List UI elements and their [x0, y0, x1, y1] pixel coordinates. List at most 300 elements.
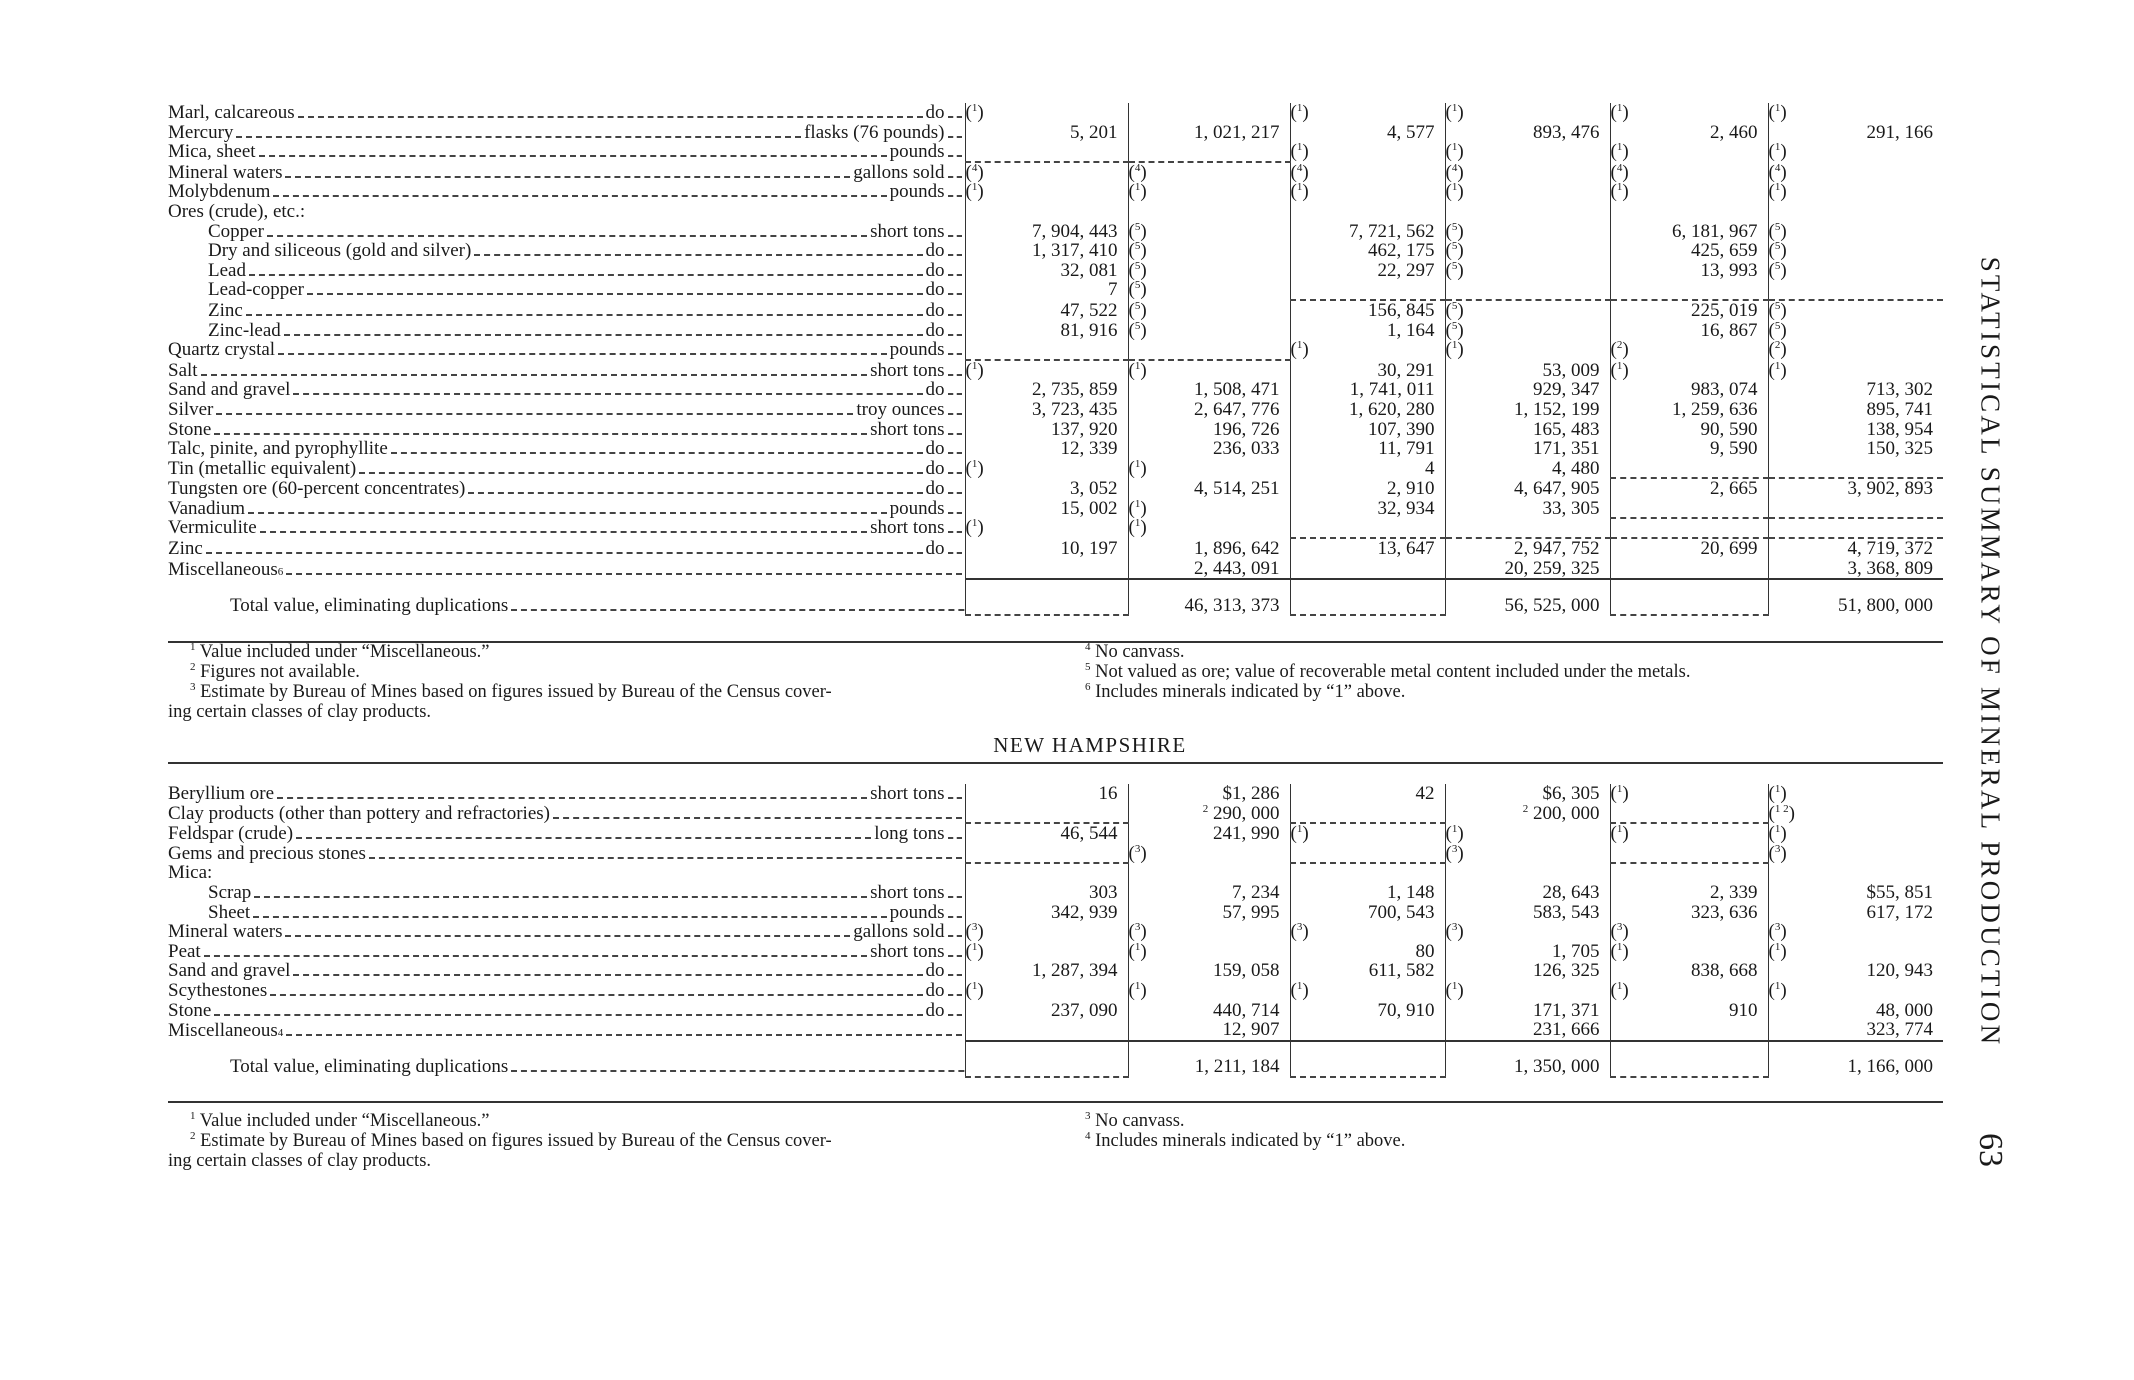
mineral-name: Zinc-lead — [208, 320, 281, 341]
mineral-name: Vanadium — [168, 498, 246, 519]
paren: ) — [1140, 280, 1147, 300]
footnote-ref: 3 — [1616, 922, 1623, 934]
paren: ) — [977, 922, 984, 942]
quantity-cell — [965, 903, 1128, 923]
table-row — [168, 222, 1943, 242]
cell-value: 120, 943 — [1866, 961, 1933, 981]
value-cell — [1445, 162, 1610, 183]
row-label — [168, 499, 965, 519]
leader-dots — [511, 1070, 965, 1072]
footnote: $^6$ Includes minerals indicated by “1” above. — [1085, 681, 1406, 702]
value-cell — [1128, 439, 1290, 459]
cell-value: 237, 090 — [1051, 1000, 1118, 1021]
paren: ( — [965, 458, 972, 479]
cell-value: 171, 351 — [1533, 439, 1600, 459]
paren: ) — [977, 359, 984, 381]
value-cell — [1768, 439, 1943, 459]
value-cell — [1445, 360, 1610, 381]
quantity-cell — [1610, 182, 1768, 202]
row-label-cell — [168, 863, 965, 883]
quantity-cell — [1290, 579, 1445, 615]
paren: ( — [1768, 941, 1775, 962]
mineral-name: Peat — [168, 941, 201, 962]
row-label — [168, 479, 965, 499]
quantity-cell — [965, 280, 1128, 300]
cell-value: 1, 211, 184 — [1194, 1056, 1280, 1077]
quantity-cell — [965, 518, 1128, 538]
quantity-cell — [1290, 1001, 1445, 1021]
cell-value: 53, 009 — [1542, 359, 1600, 381]
leader-dots — [293, 974, 922, 976]
quantity-cell — [965, 321, 1128, 341]
row-label — [168, 123, 965, 143]
paren: 290, 000 — [1208, 803, 1280, 824]
unit-label: short tons — [870, 941, 945, 962]
mineral-table-new-hampshire — [168, 784, 1943, 1078]
table-row — [168, 559, 1943, 580]
leader-dots — [214, 1014, 922, 1016]
mineral-name: Copper — [208, 221, 264, 242]
footnote-ref: 1 — [1616, 103, 1623, 114]
quantity-cell — [965, 241, 1128, 261]
unit-label: gallons sold — [853, 161, 945, 183]
cell-value: $55, 851 — [1866, 882, 1933, 903]
leader-dots — [246, 314, 923, 316]
footnote-ref: 2 — [1616, 340, 1623, 352]
quantity-cell — [1610, 804, 1768, 824]
paren: ) — [1140, 161, 1147, 183]
footnote-ref: 1 — [1296, 182, 1303, 194]
unit-label: do — [925, 280, 945, 300]
paren: ) — [1457, 320, 1464, 341]
cell-value: 7, 234 — [1232, 882, 1280, 903]
quantity-cell — [965, 823, 1128, 844]
cell-value: 48, 000 — [1876, 1000, 1933, 1021]
footnote-ref: 1 — [971, 941, 978, 953]
quantity-cell — [1610, 784, 1768, 804]
footnote-ref: 5 — [1774, 260, 1781, 272]
table-row — [168, 280, 1943, 300]
row-label-cell — [168, 922, 965, 942]
cell-value: $6, 305 — [1542, 784, 1600, 804]
leader-dots — [948, 452, 962, 454]
paren: ) — [1457, 221, 1464, 242]
mineral-name: Talc, pinite, and pyrophyllite — [168, 439, 388, 459]
paren: ) — [1780, 843, 1787, 864]
unit-label: do — [925, 299, 945, 321]
leader-dots — [286, 1034, 961, 1036]
leader-dots — [270, 994, 922, 996]
quantity-cell — [1610, 823, 1768, 844]
value-cell — [1768, 518, 1943, 538]
cell-value: 838, 668 — [1691, 961, 1758, 981]
cell-value: 3, 368, 809 — [1847, 558, 1933, 579]
paren: ( — [1445, 103, 1452, 123]
footnote-ref: 1 — [1616, 182, 1623, 194]
quantity-cell — [1610, 261, 1768, 281]
quantity-cell — [965, 261, 1128, 281]
quantity-cell — [1290, 1041, 1445, 1077]
value-cell — [1128, 182, 1290, 202]
value-cell — [1768, 340, 1943, 360]
value-cell — [1445, 420, 1610, 440]
unit-label: flasks (76 pounds) — [804, 122, 945, 143]
paren: ( — [1768, 823, 1775, 844]
leader-dots — [273, 195, 886, 197]
leader-dots — [948, 274, 962, 276]
quantity-cell — [1290, 459, 1445, 479]
cell-value: 32, 081 — [1060, 260, 1118, 281]
cell-value: 700, 543 — [1368, 902, 1435, 923]
footnote-ref: 5 — [1451, 320, 1458, 332]
paren: ( — [1768, 980, 1775, 1001]
leader-dots — [468, 492, 922, 494]
value-cell — [1128, 823, 1290, 844]
value-cell — [1768, 300, 1943, 321]
leader-dots — [948, 293, 962, 295]
paren: ( — [1445, 843, 1452, 864]
footnote-ref: 5 — [1774, 241, 1781, 253]
quantity-cell — [1290, 863, 1445, 883]
row-label-cell — [168, 804, 965, 824]
quantity-cell — [1290, 321, 1445, 341]
mineral-name: Salt — [168, 359, 198, 381]
quantity-cell — [1290, 981, 1445, 1001]
row-label — [168, 596, 965, 616]
paren: ) — [1780, 823, 1787, 844]
row-label — [168, 163, 965, 183]
mineral-name: Ores (crude), etc.: — [168, 201, 306, 222]
row-label-cell — [168, 961, 965, 981]
table-row — [168, 202, 1943, 222]
mineral-name: Tin (metallic equivalent) — [168, 458, 357, 479]
quantity-cell — [1610, 883, 1768, 903]
paren: ( — [1128, 359, 1135, 381]
footnote-ref: 1 — [1451, 103, 1458, 114]
paren: ( — [1128, 941, 1135, 962]
footnote-ref: 1 — [1134, 941, 1141, 953]
footnote-ref: 1 — [1296, 142, 1303, 154]
row-label-cell — [168, 420, 965, 440]
footnote-ref: 3 — [971, 922, 978, 934]
leader-dots — [948, 254, 962, 256]
cell-value: 1, 259, 636 — [1672, 399, 1758, 420]
quantity-cell — [965, 162, 1128, 183]
leader-dots — [260, 531, 867, 533]
footnote-ref: 5 — [1774, 320, 1781, 332]
footnote-ref: 2 — [1202, 803, 1209, 815]
quantity-cell — [1290, 222, 1445, 242]
cell-value: 303 — [1089, 882, 1118, 903]
footnote-ref: 4 — [971, 161, 978, 174]
paren: ) — [1622, 941, 1629, 962]
cell-value: 291, 166 — [1866, 122, 1933, 143]
footnote-ref: 1 — [1616, 941, 1623, 953]
paren: ) — [1780, 241, 1787, 261]
paren: ( — [1445, 340, 1452, 360]
paren: ) — [1140, 241, 1147, 261]
unit-label: do — [925, 458, 945, 479]
paren: ) — [1140, 941, 1147, 962]
value-cell — [1768, 922, 1943, 942]
paren: ) — [1302, 980, 1309, 1001]
cell-value: 983, 074 — [1691, 380, 1758, 400]
table-row — [168, 518, 1943, 538]
cell-value: 47, 522 — [1060, 299, 1118, 321]
leader-dots — [277, 797, 867, 799]
paren: ( — [1610, 161, 1617, 183]
mineral-name: Tungsten ore (60-percent concentrates) — [168, 478, 466, 499]
mineral-name: Miscellaneous — [168, 1020, 278, 1041]
paren: ( — [1768, 161, 1775, 183]
value-cell — [1768, 903, 1943, 923]
quantity-cell — [965, 340, 1128, 360]
row-label-cell — [168, 103, 965, 123]
table-rule — [168, 762, 1943, 764]
quantity-cell — [1610, 499, 1768, 519]
paren: ( — [1290, 823, 1297, 844]
paren: ) — [1457, 142, 1464, 162]
paren: ( — [1768, 103, 1775, 123]
cell-value: 70, 910 — [1377, 1000, 1435, 1021]
value-cell — [1128, 241, 1290, 261]
mineral-name: Mica, sheet — [168, 142, 256, 162]
row-label — [168, 903, 965, 923]
footnote-ref: 1 — [1451, 980, 1458, 992]
cell-value: 9, 590 — [1710, 439, 1758, 459]
cell-value: 1, 705 — [1552, 941, 1600, 962]
table-row — [168, 942, 1943, 962]
row-label-cell — [168, 280, 965, 300]
cell-value: 929, 347 — [1533, 380, 1600, 400]
total-row — [168, 1041, 1943, 1077]
value-cell — [1768, 1020, 1943, 1041]
row-label-cell — [168, 459, 965, 479]
row-label — [168, 439, 965, 459]
paren: ( — [1128, 843, 1135, 864]
value-cell — [1128, 340, 1290, 360]
cell-value: 3, 902, 893 — [1847, 478, 1933, 499]
cell-value: 16 — [1098, 784, 1118, 804]
paren: ( — [1128, 161, 1135, 183]
value-cell — [1128, 922, 1290, 942]
leader-dots — [948, 916, 962, 918]
mineral-name: Stone — [168, 419, 212, 440]
value-cell — [1445, 499, 1610, 519]
quantity-cell — [1610, 981, 1768, 1001]
quantity-cell — [965, 863, 1128, 883]
cell-value: 13, 647 — [1377, 538, 1435, 559]
quantity-cell — [1610, 579, 1768, 615]
cell-value: 1, 741, 011 — [1349, 380, 1435, 400]
quantity-cell — [1290, 961, 1445, 981]
cell-value: 13, 993 — [1700, 260, 1758, 281]
value-cell — [1445, 942, 1610, 962]
paren: ( — [1610, 922, 1617, 942]
paren: ) — [1780, 103, 1787, 123]
footnote-ref: 5 — [1134, 241, 1141, 253]
cell-value: 165, 483 — [1533, 419, 1600, 440]
quantity-cell — [1610, 222, 1768, 242]
footnote-ref: 1 — [1134, 359, 1141, 372]
row-label — [168, 202, 965, 222]
quantity-cell — [1290, 300, 1445, 321]
footnote-ref: 4 — [1616, 161, 1623, 174]
footnote: $^4$ Includes minerals indicated by “1” above. — [1085, 1130, 1406, 1151]
section-title-new-hampshire: NEW HAMPSHIRE — [993, 733, 1187, 757]
unit-label: short tons — [870, 419, 945, 440]
footnote-ref: 1 — [1451, 182, 1458, 194]
leader-dots — [948, 797, 962, 799]
cell-value: 90, 590 — [1700, 419, 1758, 440]
paren: ) — [1780, 922, 1787, 942]
table-row — [168, 922, 1943, 942]
total-row — [168, 579, 1943, 615]
leader-dots — [948, 136, 962, 138]
cell-value: 11, 791 — [1378, 439, 1435, 459]
row-label — [168, 420, 965, 440]
paren: ) — [1780, 784, 1787, 804]
row-label-cell — [168, 340, 965, 360]
quantity-cell — [1290, 400, 1445, 420]
unit-label: do — [925, 439, 945, 459]
row-label — [168, 844, 965, 864]
quantity-cell — [1610, 922, 1768, 942]
footnote-ref: 1 — [1774, 103, 1781, 114]
value-cell — [1128, 883, 1290, 903]
cell-value: 611, 582 — [1368, 961, 1435, 981]
cell-value: 137, 920 — [1051, 419, 1118, 440]
footnote-ref: 5 — [1134, 260, 1141, 272]
paren: ) — [1457, 260, 1464, 281]
unit-label: long tons — [874, 823, 945, 844]
row-label-cell — [168, 499, 965, 519]
leader-dots — [948, 974, 962, 976]
paren: ) — [1780, 161, 1787, 183]
footnote: $^1$ Value included under “Miscellaneous.” — [190, 1110, 490, 1131]
leader-dots — [948, 896, 962, 898]
cell-value: 910 — [1729, 1000, 1758, 1021]
table-row — [168, 538, 1943, 559]
paren: ( — [1610, 182, 1617, 202]
running-title — [1960, 256, 2020, 1048]
footnote-ref: 1 — [1451, 142, 1458, 154]
quantity-cell — [965, 883, 1128, 903]
row-label — [168, 361, 965, 381]
quantity-cell — [965, 400, 1128, 420]
mineral-name: Lead-copper — [208, 280, 304, 300]
value-cell — [1445, 459, 1610, 479]
cell-value: 225, 019 — [1691, 299, 1758, 321]
quantity-cell — [965, 439, 1128, 459]
paren: ) — [1457, 980, 1464, 1001]
row-label — [168, 301, 965, 321]
row-label — [168, 883, 965, 903]
row-label-cell — [168, 559, 965, 580]
footnote: $^4$ No canvass. — [1085, 641, 1185, 662]
cell-value: 2, 460 — [1710, 122, 1758, 143]
cell-value: 323, 774 — [1866, 1020, 1933, 1041]
paren: ) — [1140, 498, 1147, 519]
value-cell — [1128, 123, 1290, 143]
unit-label: pounds — [889, 498, 945, 519]
paren: ( — [965, 103, 972, 123]
paren: ( — [1445, 260, 1452, 281]
paren: ) — [1780, 182, 1787, 202]
paren: ( — [1610, 103, 1617, 123]
footnote-ref: 5 — [1774, 221, 1781, 233]
cell-value: 80 — [1415, 941, 1435, 962]
paren: ) — [1780, 980, 1787, 1001]
page-number-text: 63 — [1972, 1133, 2009, 1167]
leader-dots — [511, 609, 965, 611]
row-label — [168, 222, 965, 242]
quantity-cell — [1290, 844, 1445, 864]
paren: ( — [1610, 980, 1617, 1001]
paren: ( — [1445, 980, 1452, 1001]
paren: ( — [1445, 922, 1452, 942]
row-label-cell — [168, 123, 965, 143]
cell-value: 46, 313, 373 — [1184, 594, 1280, 616]
value-cell — [1128, 1001, 1290, 1021]
table-row — [168, 863, 1943, 883]
paren: ( — [1610, 142, 1617, 162]
mineral-name: Scythestones — [168, 980, 268, 1001]
footnote-ref: 1 — [971, 518, 978, 530]
paren: ) — [1140, 922, 1147, 942]
unit-label: pounds — [889, 142, 945, 162]
footnote-ref: 5 — [1774, 299, 1781, 312]
paren: ) — [1140, 843, 1147, 864]
cell-value: 2, 665 — [1710, 478, 1758, 499]
leader-dots — [206, 552, 923, 554]
quantity-cell — [965, 1001, 1128, 1021]
cell-value: 20, 699 — [1700, 538, 1758, 559]
mineral-name: Clay products (other than pottery and refractories) — [168, 803, 550, 824]
cell-value: 1, 508, 471 — [1194, 380, 1280, 400]
unit-label: pounds — [889, 902, 945, 923]
leader-dots — [214, 433, 867, 435]
leader-dots — [216, 413, 853, 415]
leader-dots — [948, 155, 962, 157]
row-label — [168, 321, 965, 341]
paren: ) — [1780, 941, 1787, 962]
row-label — [168, 459, 965, 479]
value-cell — [1768, 784, 1943, 804]
leader-dots — [948, 472, 962, 474]
paren: ( — [1290, 340, 1297, 360]
value-cell — [1128, 863, 1290, 883]
value-cell — [1768, 202, 1943, 222]
paren: ( — [1768, 260, 1775, 281]
value-cell — [1768, 280, 1943, 300]
cell-value: $1, 286 — [1222, 784, 1280, 804]
paren: ( — [1768, 142, 1775, 162]
unit-label: do — [925, 380, 945, 400]
paren: ( — [1445, 142, 1452, 162]
value-cell — [1445, 981, 1610, 1001]
cell-value: 583, 543 — [1533, 902, 1600, 923]
value-cell — [1445, 182, 1610, 202]
unit-label: short tons — [870, 882, 945, 903]
row-label — [168, 784, 965, 804]
quantity-cell — [1290, 162, 1445, 183]
paren: ( — [1768, 182, 1775, 202]
value-cell — [1445, 478, 1610, 499]
value-cell — [1768, 823, 1943, 844]
leader-dots — [948, 413, 962, 415]
row-label-cell — [168, 380, 965, 400]
